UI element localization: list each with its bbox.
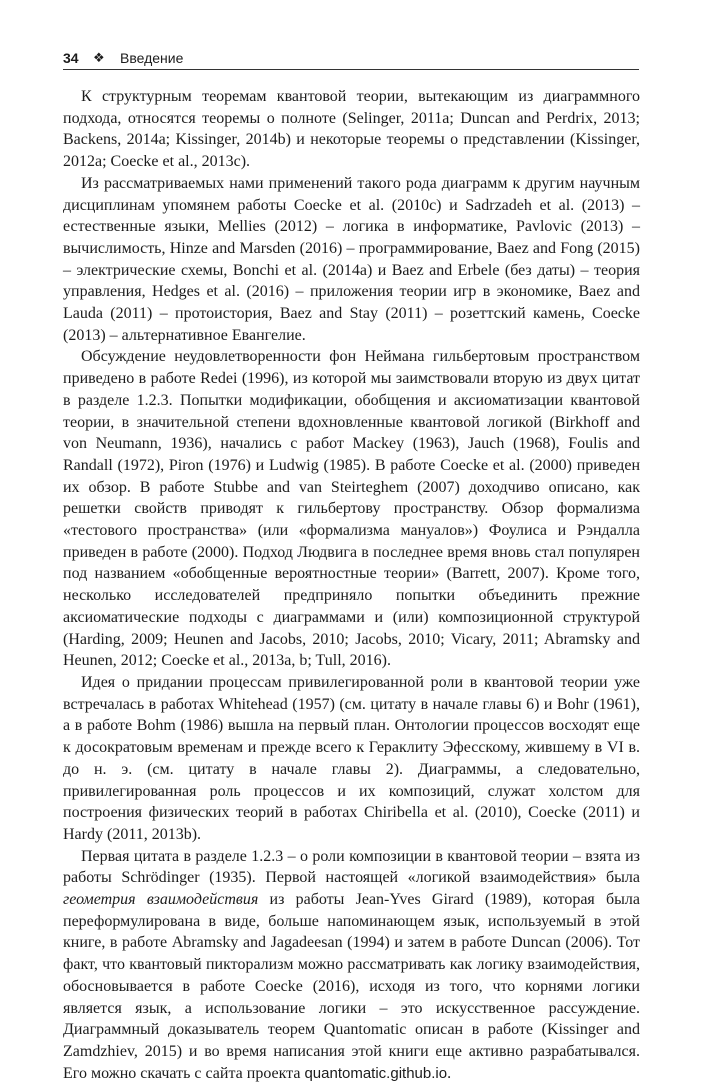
running-header [63, 47, 639, 70]
diamond-ornament-icon: ❖ [93, 50, 105, 65]
paragraph-5 [63, 846, 640, 1084]
page-number: 34 [63, 50, 79, 66]
paragraph-2: Из рассматриваемых нами применений такого рода диаграмм к другим научным дисциплинам упомянем работы Coecke et al. (2010c) и Sadrzadeh et al. (2013) – естественные языки, Mellies (2012) – логика в информатике, Pavlovic (2013) – вычислимость, Hinze and Marsden (2016) – программирование, Baez and Fong (2015) – электрические схемы, Bonchi et al. (2014a) и Baez and Erbele (без даты) – теория управления, Hedges et al. (2016) – приложения теории игр в экономике, Baez and Lauda (2011) – протоистория, Baez and Stay (2011) – розеттский камень, Coecke (2013) – альтернативное Евангелие. [63, 174, 640, 344]
paragraph-5-end: . [447, 1064, 452, 1082]
paragraph-4: Идея о придании процессам привилегированной роли в квантовой теории уже встречалась в работах Whitehead (1957) (см. цитату в начале главы 6) и Bohr (1961), а в работе Bohm (1986) вышла на первый план. Онтологии процессов восходят еще к досократовым временам и прежде всего к Гераклиту Эфесскому, жившему в VI в. до н. э. (см. цитату в начале главы 2). Диаграммы, а следовательно, привилегированная роль процессов и их композиций, служат холстом для построения физических теорий в работах Chiribella et al. (2010), Coecke (2011) и Hardy (2011, 2013b). [63, 673, 640, 843]
paragraph-1: К структурным теоремам квантовой теории, вытекающим из диаграммного подхода, относятся теоремы о полноте (Selinger, 2011a; Duncan and Perdrix, 2013; Backens, 2014a; Kissinger, 2014b) и некоторые теоремы о представлении (Kissinger, 2012a; Coecke et al., 2013c). [63, 88, 640, 171]
section-title: Введение [120, 50, 184, 66]
paragraph-5-text-a: Первая цитата в разделе 1.2.3 – о роли композиции в квантовой теории – взята из работы Schrödinger (1935). Первой настоящей «логикой взаимодействия» была [63, 847, 640, 887]
paragraph-5-text-b: из работы Jean-Yves Girard (1989), которая была переформулирована в виде, больше напоминающем язык, используемый в этой книге, в работе Abramsky and Jagadeesan (1994) и затем в работе Duncan (2006). Тот факт, что квантовый пикторализм можно рассматривать как логику взаимодействия, обосновывается в работе Coecke (2016), исходя из того, что корнями логики является язык, а использование логики – это искусственное рассуждение. Диаграммный доказыватель теорем Quantomatic описан в работе (Kissinger and Zamdzhiev, 2015) и во время написания этой книги еще активно разрабатывался. Его можно скачать с сайта проекта [63, 891, 640, 1082]
emphasized-term: геометрия взаимодействия [63, 891, 259, 909]
project-url: quantomatic.github.io [304, 1064, 448, 1082]
paragraph-3: Обсуждение неудовлетворенности фон Неймана гильбертовым пространством приведено в работе Redei (1996), из которой мы заимствовали вторую из двух цитат в разделе 1.2.3. Попытки модификации, обобщения и аксиоматизации квантовой теории, в значительной степени вдохновленные квантовой логикой (Birkhoff and von Neumann, 1936), начались с работ Mackey (1963), Jauch (1968), Foulis and Randall (1972), Piron (1976) и Ludwig (1985). В работе Coecke et al. (2000) приведен их обзор. В работе Stubbe and van Steirteghem (2007) доходчиво описано, как решетки свойств приводят к гильбертову пространству. Обзор формализма «тестового пространства» (или «формализма мануалов») Фоулиса и Рэндалла приведен в работе (2000). Подход Людвига в последнее время вновь стал популярен под названием «обобщенные вероятностные теории» (Barrett, 2007). Кроме того, несколько исследователей предприняло попытки объединить прежние аксиоматические подходы с диаграммами и (или) композиционной структурой (Harding, 2009; Heunen and Jacobs, 2010; Jacobs, 2010; Vicary, 2011; Abramsky and Heunen, 2012; Coecke et al., 2013a, b; Tull, 2016). [63, 348, 640, 670]
body-text [63, 86, 640, 1084]
